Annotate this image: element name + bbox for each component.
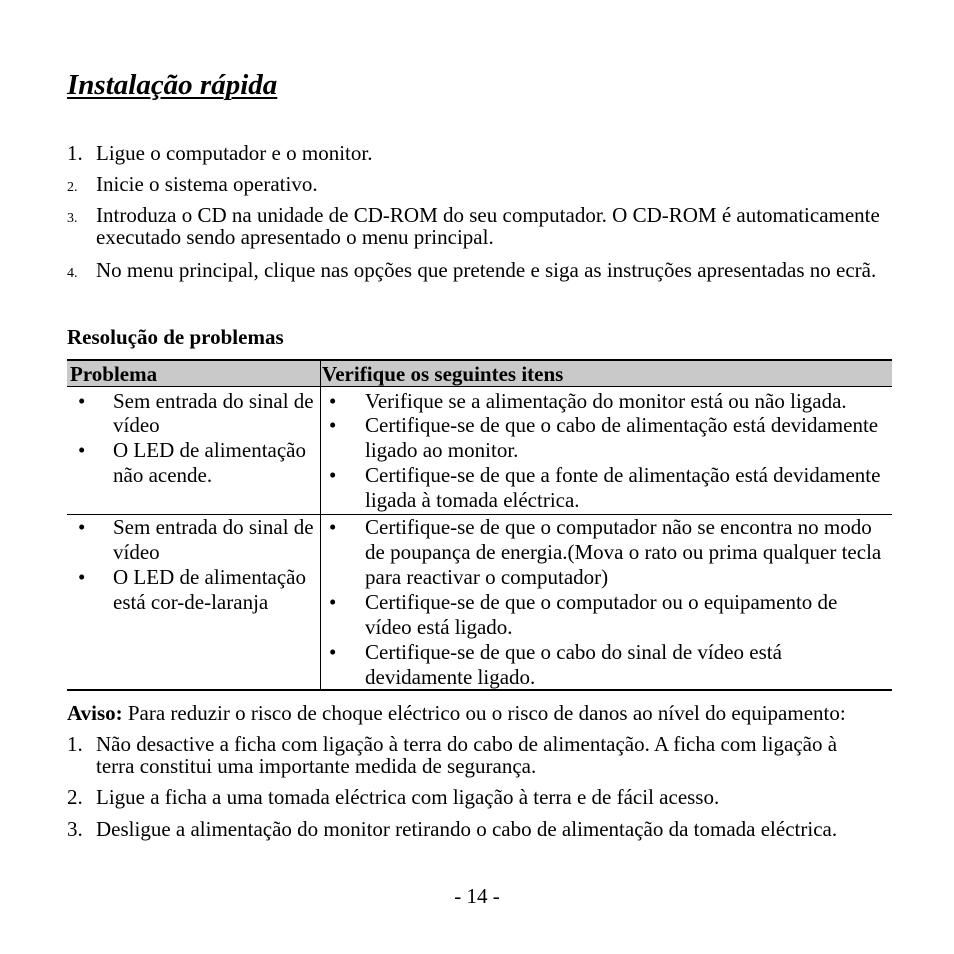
step-number: 1. — [67, 141, 83, 165]
checks-cell — [329, 389, 880, 513]
check-item — [329, 463, 880, 513]
problem-line: está cor-de-laranja — [113, 589, 269, 614]
step-text — [96, 204, 880, 248]
bullet-icon — [78, 565, 113, 590]
bullet-icon — [329, 463, 365, 488]
problem-line: vídeo — [113, 413, 160, 438]
table-header-divider — [67, 386, 892, 387]
problem-cell — [78, 389, 314, 488]
check-line: Certifique-se de que o cabo de alimentação está devidamente — [365, 413, 879, 438]
troubleshooting-heading: Resolução de problemas — [67, 325, 284, 349]
check-line: devidamente ligado. — [365, 664, 536, 689]
bullet-icon — [78, 438, 113, 463]
warning-item-text — [96, 733, 837, 777]
troubleshooting-table — [67, 359, 892, 691]
step-number: 3. — [67, 211, 78, 226]
page-title: Instalação rápida — [67, 69, 278, 101]
step-text — [96, 259, 876, 281]
step-item — [67, 173, 318, 199]
step-number: 4. — [67, 266, 78, 281]
problem-item — [78, 565, 314, 615]
step-line: Inicie o sistema operativo. — [96, 172, 318, 196]
checks-cell — [329, 515, 881, 690]
warning-number: 1. — [67, 732, 83, 756]
step-text — [96, 142, 372, 164]
warning-line: Desligue a alimentação do monitor retirando o cabo de alimentação da tomada eléctrica. — [96, 817, 838, 841]
warning-line: Não desactive a ficha com ligação à terra do cabo de alimentação. A ficha com ligação à — [96, 732, 838, 756]
check-line: para reactivar o computador) — [365, 564, 609, 589]
problem-line: Sem entrada do sinal de — [113, 514, 314, 539]
bullet-icon — [329, 640, 365, 665]
check-line: Certifique-se de que a fonte de alimentação está devidamente — [365, 462, 881, 487]
warning-item-text — [96, 786, 719, 808]
warning-item-text — [96, 818, 837, 840]
check-line: vídeo está ligado. — [365, 614, 513, 639]
check-item — [329, 389, 880, 414]
bullet-icon — [329, 590, 365, 615]
check-item — [329, 515, 881, 590]
check-line: Certifique-se de que o cabo do sinal de vídeo está — [365, 639, 782, 664]
step-line: No menu principal, clique nas opções que pretende e siga as instruções apresentadas no ecrã. — [96, 258, 877, 282]
problem-line: vídeo — [113, 539, 160, 564]
problem-line: O LED de alimentação — [113, 438, 306, 463]
problem-item — [78, 438, 314, 488]
warning-number: 3. — [67, 817, 83, 841]
page-number: - 14 - — [454, 884, 500, 908]
step-line: Introduza o CD na unidade de CD-ROM do seu computador. O CD-ROM é automaticamente — [96, 203, 880, 227]
step-line: executado sendo apresentado o menu principal. — [96, 225, 494, 249]
warning-text: Para reduzir o risco de choque eléctrico ou o risco de danos ao nível do equipamento: — [127, 701, 846, 725]
problem-item — [78, 515, 314, 565]
bullet-icon — [329, 389, 365, 414]
column-header-checks: Verifique os seguintes itens — [322, 362, 564, 386]
bullet-icon — [78, 389, 113, 414]
warning-item — [67, 818, 837, 840]
column-header-problem: Problema — [70, 362, 158, 386]
problem-line: não acende. — [113, 462, 213, 487]
check-line: Certifique-se de que o computador não se encontra no modo — [365, 514, 872, 539]
check-line: Verifique se a alimentação do monitor está ou não ligada. — [365, 388, 847, 413]
warning-item — [67, 786, 719, 808]
warning-number: 2. — [67, 785, 83, 809]
table-column-divider — [320, 361, 321, 690]
problem-line: O LED de alimentação — [113, 564, 306, 589]
check-item — [329, 640, 881, 690]
warning-intro — [67, 702, 846, 724]
warning-label: Aviso: — [67, 701, 123, 725]
check-line: de poupança de energia.(Mova o rato ou prima qualquer tecla — [365, 539, 882, 564]
warning-line: Ligue a ficha a uma tomada eléctrica com ligação à terra e de fácil acesso. — [96, 785, 720, 809]
step-line: Ligue o computador e o monitor. — [96, 141, 373, 165]
check-item — [329, 413, 880, 463]
problem-item — [78, 389, 314, 439]
bullet-icon — [329, 413, 365, 438]
check-line: ligado ao monitor. — [365, 438, 519, 463]
bullet-icon — [329, 515, 365, 540]
bullet-icon — [78, 515, 113, 540]
check-line: ligada à tomada eléctrica. — [365, 487, 580, 512]
step-item — [67, 142, 372, 164]
problem-cell — [78, 515, 314, 615]
warning-line: terra constitui uma importante medida de segurança. — [96, 754, 537, 778]
warning-item — [67, 733, 837, 777]
step-item — [67, 259, 876, 285]
check-item — [329, 590, 881, 640]
step-number: 2. — [67, 180, 78, 195]
step-text — [96, 173, 318, 195]
check-line: Certifique-se de que o computador ou o equipamento de — [365, 589, 838, 614]
step-item — [67, 204, 880, 248]
problem-line: Sem entrada do sinal de — [113, 388, 314, 413]
